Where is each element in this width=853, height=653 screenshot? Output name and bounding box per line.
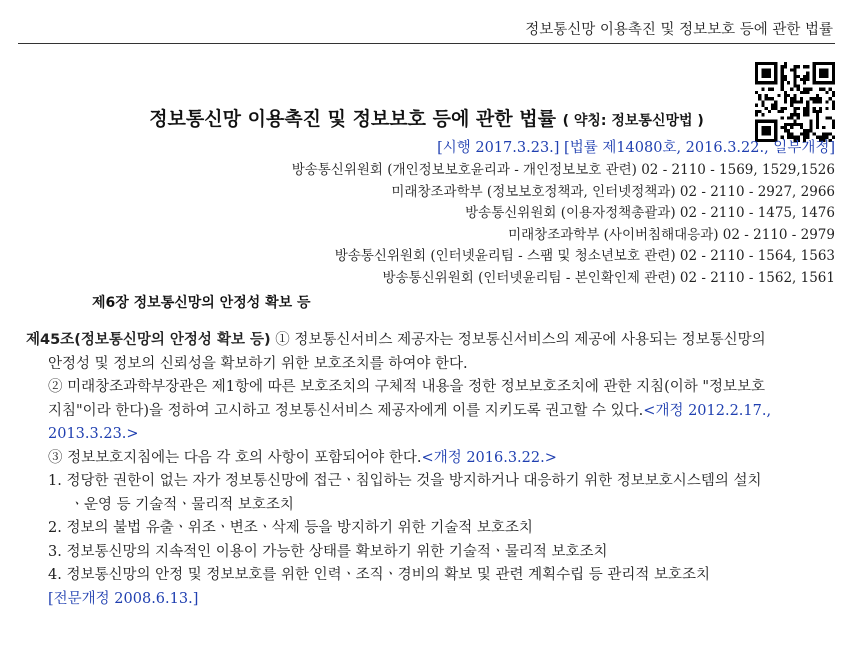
law-meta — [292, 136, 835, 289]
chapter-title: 제6장 정보통신망의 안정성 확보 등 — [92, 295, 311, 311]
law-short-name: ( 약칭: 정보통신망법 ) — [562, 113, 704, 129]
list-item: 1. 정당한 권한이 없는 자가 정보통신망에 접근ㆍ침입하는 것을 방지하거나 대응하기 위한 정보보호시스템의 설치 — [48, 473, 762, 489]
department-contact: 미래창조과학부 (정보보호정책과, 인터넷정책과) 02 - 2110 - 2927, 2966 — [391, 183, 835, 200]
enforcement-info[interactable]: [시행 2017.3.23.] [법률 제14080호, 2016.3.22., 일부개정] — [437, 140, 835, 156]
article-paragraph-1 — [26, 329, 841, 353]
article-paragraph-2 — [26, 376, 841, 400]
list-item: 4. 정보통신망의 안정 및 정보보호를 위한 인력ㆍ조직ㆍ경비의 확보 및 관련 계획수립 등 관리적 보호조치 — [48, 567, 711, 583]
department-contact: 방송통신위원회 (개인정보보호윤리과 - 개인정보보호 관련) 02 - 2110 - 1569, 1529,1526 — [291, 162, 835, 178]
amendment-link[interactable]: <개정 2016.3.22.> — [421, 449, 557, 466]
paragraph-text: ③ 정보보호지침에는 다음 각 호의 사항이 포함되어야 한다. — [48, 449, 422, 466]
department-contact: 방송통신위원회 (인터넷윤리팀 - 본인확인제 관련) 02 - 2110 - 1562, 1561 — [382, 269, 835, 286]
article-paragraph-2-cont — [26, 400, 841, 424]
department-contact: 미래창조과학부 (사이버침해대응과) 02 - 2110 - 2979 — [508, 226, 835, 243]
amendment-link[interactable]: <개정 2012.2.17., — [643, 402, 772, 419]
article-paragraph-3 — [26, 447, 841, 471]
header-law-title: 정보통신망 이용촉진 및 정보보호 등에 관한 법률 — [525, 22, 833, 38]
department-contact: 방송통신위원회 (이용자정책총괄과) 02 - 2110 - 1475, 1476 — [465, 205, 835, 221]
law-title-text: 정보통신망 이용촉진 및 정보보호 등에 관한 법률 — [149, 108, 556, 130]
list-item: 3. 정보통신망의 지속적인 이용이 가능한 상태를 확보하기 위한 기술적ㆍ물리적 보호조치 — [48, 543, 608, 560]
page-title — [0, 104, 853, 131]
list-item: 2. 정보의 불법 유출ㆍ위조ㆍ변조ㆍ삭제 등을 방지하기 위한 기술적 보호조치 — [48, 520, 533, 536]
department-contact: 방송통신위원회 (인터넷윤리팀 - 스팸 및 청소년보호 관련) 02 - 2110 - 1564, 1563 — [334, 248, 835, 264]
header-divider — [18, 43, 835, 44]
paragraph-text: ① 정보통신서비스 제공자는 정보통신서비스의 제공에 사용되는 정보통신망의 — [270, 332, 766, 348]
amendment-link[interactable]: 2013.3.23.> — [48, 426, 139, 442]
article-body — [26, 329, 841, 611]
paragraph-text: 지침"이라 한다)을 정하여 고시하고 정보통신서비스 제공자에게 이를 지키도록 권고할 수 있다. — [48, 402, 644, 419]
paragraph-text: 안정성 및 정보의 신뢰성을 확보하기 위한 보호조치를 하여야 한다. — [48, 355, 468, 372]
paragraph-text: ② 미래창조과학부장관은 제1항에 따른 보호조치의 구체적 내용을 정한 정보보호조치에 관한 지침(이하 "정보보호 — [48, 379, 766, 395]
article-heading[interactable]: 제45조(정보통신망의 안정성 확보 등) — [26, 332, 271, 348]
full-amendment-link[interactable]: [전문개정 2008.6.13.] — [48, 590, 199, 607]
list-item-cont: ㆍ운영 등 기술적ㆍ물리적 보호조치 — [70, 496, 294, 513]
